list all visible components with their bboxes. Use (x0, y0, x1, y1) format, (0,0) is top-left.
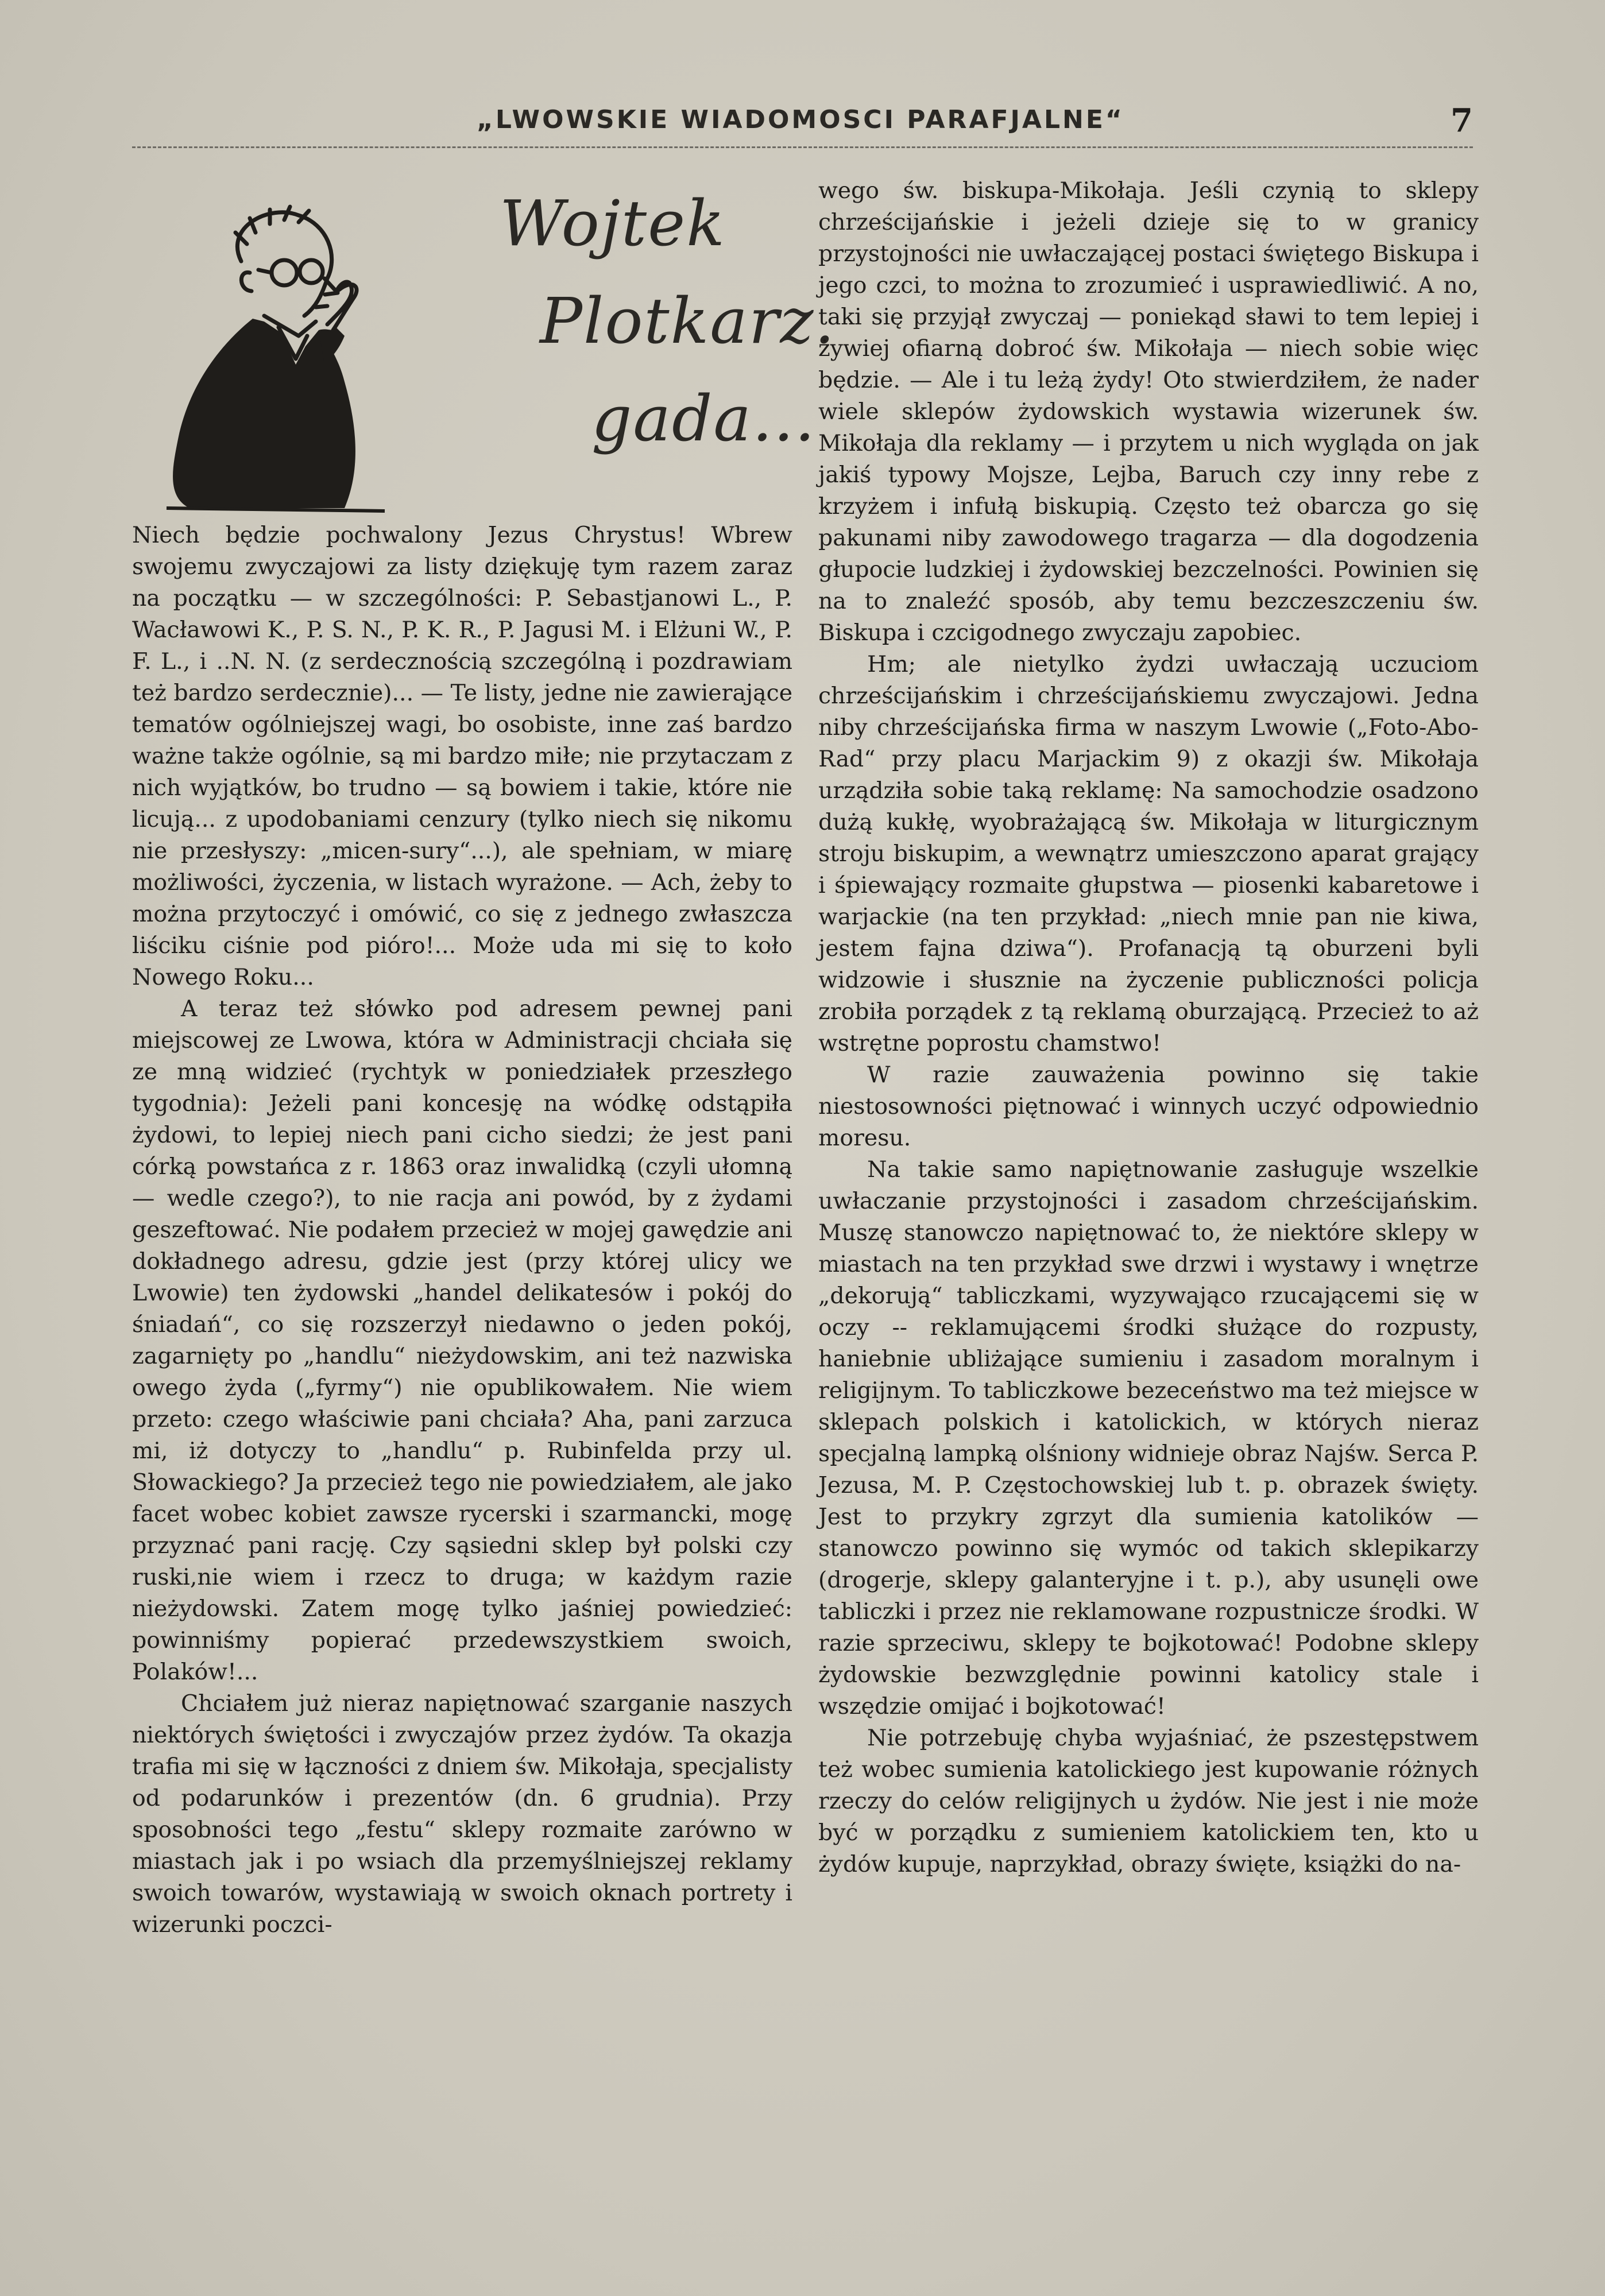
paragraph: A teraz też słówko pod adresem pewnej pani miejscowej ze Lwowa, która w Administracji chciała się ze mną widzieć (rychtyk w poniedziałek przeszłego tygodnia): Jeżeli pani koncesję na wódkę odstąpiła żydowi, to lepiej niech pani cicho siedzi; że jest pani córką powstańca z r. 1863 oraz inwalidką (czyli ułomną — wedle czego?), to nie racja ani powód, by z żydami geszeftować. Nie podałem przecież w mojej gawędzie ani dokładnego adresu, gdzie jest (przy której ulicy we Lwowie) ten żydowski „handel delikatesów i pokój do śniadań“, co się rozszerzył niedawno o jeden pokój, zagarnięty po „handlu“ nieżydowskim, ani też nazwiska owego żyda („fyrmy“) nie opublikowałem. Nie wiem przeto: czego właściwie pani chciała? Aha, pani zarzuca mi, iż dotyczy to „handlu“ p. Rubinfelda przy ul. Słowackiego? Ja przecież tego nie powiedziałem, ale jako facet wobec kobiet zawsze rycerski i szarmancki, mogę przyznać pani rację. Czy sąsiedni sklep był polski czy ruski,nie wiem i rzecz to druga; w każdym razie nieżydowski. Zatem mogę tylko jaśniej powiedzieć: powinniśmy popierać przedewszystkiem swoich, Polaków!... (132, 996, 792, 1685)
paragraph: Nie potrzebuję chyba wyjaśniać, że pszestępstwem też wobec sumienia katolickiego jest kupowanie różnych rzeczy do celów religijnych u żydów. Nie jest i nie może być w porządku z sumieniem katolickiem ten, kto u żydów kupuje, naprzykład, obrazy święte, książki do na- (818, 1725, 1479, 1877)
paragraph: Chciałem już nieraz napiętnować szarganie naszych niektórych świętości i zwyczajów przez żydów. Ta okazja trafia mi się w łączności z dniem św. Mikołaja, specjalisty od podarunków i prezentów (dn. 6 grudnia). Przy sposobności tego „festu“ sklepy rozmaite zarówno w miastach jak i po wsiach dla przemyślniejszej reklamy swoich towarów, wystawiają w swoich oknach portrety i wizerunki poczci- (132, 1690, 792, 1938)
page-header (132, 100, 1473, 148)
left-column (132, 175, 792, 1941)
right-column (818, 175, 1479, 1880)
paragraph: Niech będzie pochwalony Jezus Chrystus! Wbrew swojemu zwyczajowi za listy dziękuję tym razem zaraz na początku — w szczególności: P. Sebastjanowi L., P. Wacławowi K., P. S. N., P. K. R., P. Jagusi M. i Elżuni W., P. F. L., i ..N. N. (z serdecznością szczególną i pozdrawiam też bardzo serdecznie)... — Te listy, jedne nie zawierające tematów ogólniejszej wagi, bo osobiste, inne zaś bardzo ważne także ogólnie, są mi bardzo miłe; nie przytaczam z nich wyjątków, bo trudno — są bowiem i takie, które nie licują... z upodobaniami cenzury (tylko niech się nikomu nie przesłyszy: „micen-sury“...), ale spełniam, w miarę możliwości, życzenia, w listach wyrażone. — Ach, żeby to można przytoczyć i omówić, co się z jednego zwłaszcza liściku ciśnie pod pióro!... Może uda mi się to koło Nowego Roku... (132, 522, 792, 990)
masthead-word-2: Plotkarz. (540, 284, 836, 358)
paragraph: W razie zauważenia powinno się takie niestosowności piętnować i winnych uczyć odpowiednio moresu. (818, 1062, 1479, 1151)
paragraph: wego św. biskupa-Mikołaja. Jeśli czynią to sklepy chrześcijańskie i jeżeli dzieje się to w granicy przystojności nie uwłaczającej postaci świętego Biskupa i jego czci, to można to zrozumieć i usprawiedliwić. A no, taki się przyjął zwyczaj — poniekąd sławi to tem lepiej i żywiej ofiarną dobroć św. Mikołaja — niech sobie więc będzie. — Ale i tu leżą żydy! Oto stwierdziłem, że nader wiele sklepów żydowskich wystawia wizerunek św. Mikołaja dla reklamy — i przytem u nich wygląda on jak jakiś typowy Mojsze, Lejba, Baruch czy inny rebe z krzyżem i infułą biskupią. Często też obarcza go się pakunami niby zawodowego tragarza — dla dogodzenia głupocie ludzkiej i żydowskiej bezczelności. Powinien się na to znaleźć sposób, aby temu bezczeszczeniu św. Biskupa i czcigodnego zwyczaju zapobiec. (818, 177, 1479, 646)
masthead-word-3: gada... (591, 382, 816, 455)
paragraph: Hm; ale nietylko żydzi uwłaczają uczuciom chrześcijańskim i chrześcijańskiemu zwyczajowi. Jedna niby chrześcijańska firma w naszym Lwowie („Foto-Abo-Rad“ przy placu Marjackim 9) z okazji św. Mikołaja urządziła sobie taką reklamę: Na samochodzie osadzono dużą kukłę, wyobrażającą św. Mikołaja w liturgicznym stroju biskupim, a wewnątrz umieszczono aparat grający i śpiewający rozmaite głupstwa — piosenki kabaretowe i warjackie (na ten przykład: „niech mnie pan nie kiwa, jestem fajna dziwa“). Profanacją tą oburzeni byli widzowie i słusznie na życzenie publiczności policja zrobiła porządek z tą reklamą oburzającą. Przecież to aż wstrętne poprostu chamstwo! (818, 651, 1479, 1056)
paragraph: Na takie samo napiętnowanie zasługuje wszelkie uwłaczanie przystojności i zasadom chrześcijańskim. Muszę stanowczo napiętnować to, że niektóre sklepy w miastach na ten przykład swe drzwi i wystawy i wnętrze „dekorują“ tabliczkami, wyzywająco rzucającemi się w oczy -- reklamującemi środki służące do rozpusty, haniebnie ubliżające sumieniu i zasadom moralnym i religijnym. To tabliczkowe bezeceństwo ma też miejsce w sklepach polskich i katolickich, w których nieraz specjalną lampką olśniony widnieje obraz Najśw. Serca P. Jezusa, M. P. Częstochowskiej lub t. p. obrazek święty. Jest to przykry zgrzyt dla sumienia katolików — stanowczo powinno się wymóc od takich sklepikarzy (drogerje, sklepy galanteryjne i t. p.), aby usunęli owe tabliczki i przez nie reklamowane rozpustnicze środki. W razie sprzeciwu, sklepy te bojkotować! Podobne sklepy żydowskie bezwzględnie powinni katolicy stale i wszędzie omijać i bojkotować! (818, 1156, 1479, 1720)
masthead-word-1: Wojtek (500, 187, 726, 260)
header-title: „LWOWSKIE WIADOMOSCI PARAFJALNE“ (477, 105, 1124, 134)
page-number: 7 (1451, 102, 1473, 140)
